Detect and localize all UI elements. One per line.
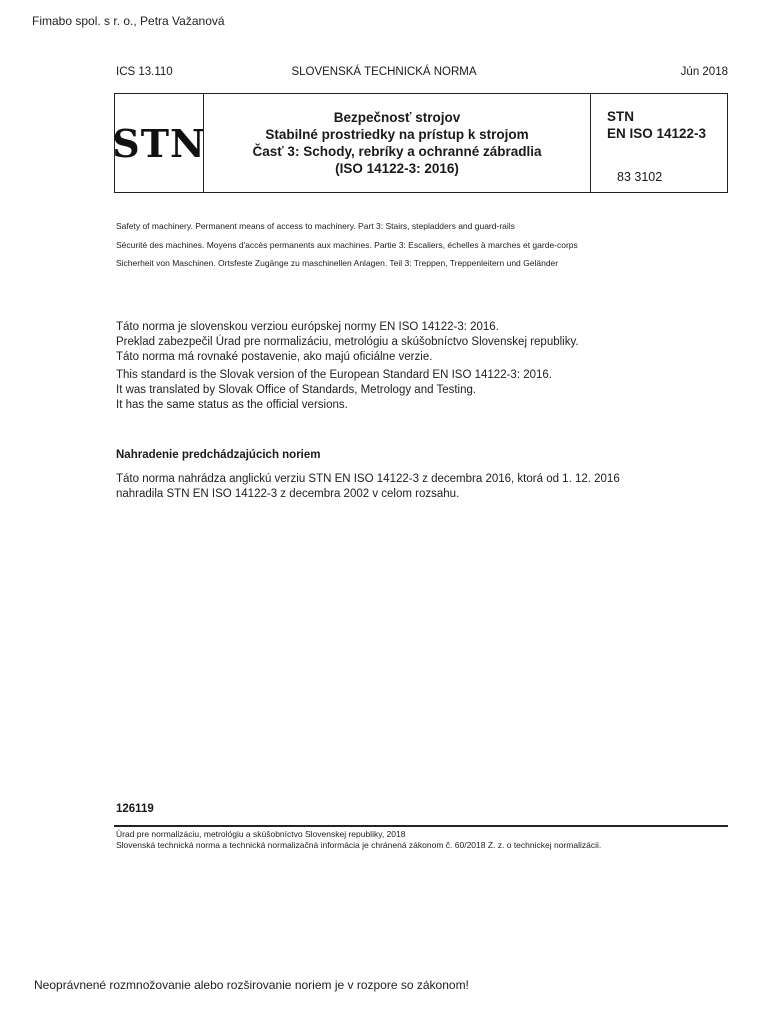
watermark-top: Fimabo spol. s r. o., Petra Važanová [32, 14, 225, 28]
stn-logo-text: STN [112, 120, 206, 166]
notice-line: Táto norma je slovenskou verziou európskej normy EN ISO 14122-3: 2016. [116, 321, 499, 333]
footer-line: Úrad pre normalizáciu, metrológiu a skúšobníctvo Slovenskej republiky, 2018 [116, 829, 406, 839]
title-line: Bezpečnosť strojov [333, 110, 461, 125]
title-translation-de: Sicherheit von Maschinen. Ortsfeste Zugänge zu maschinellen Anlagen. Teil 3: Treppen, Treppenleitern und Geländer [116, 258, 559, 268]
ics-code: ICS 13.110 [116, 66, 173, 78]
notice-line: Preklad zabezpečil Úrad pre normalizáciu, metrológiu a skúšobníctvo Slovenskej republiky. [116, 336, 579, 348]
stn-logo [112, 94, 206, 192]
standard-designation [591, 94, 727, 192]
notice-english [116, 368, 552, 413]
notice-slovak [116, 320, 579, 365]
watermark-bottom: Neoprávnené rozmnožovanie alebo rozširovanie noriem je v rozpore so zákonom! [34, 978, 469, 992]
title-line: Stabilné prostriedky na prístup k strojom [265, 127, 529, 142]
notice-line: It has the same status as the official versions. [116, 399, 348, 411]
notice-line: This standard is the Slovak version of the European Standard EN ISO 14122-3: 2016. [116, 369, 552, 381]
title-translation-fr: Sécurité des machines. Moyens d'accès permanents aux machines. Partie 3: Escaliers, échelles à marches et garde-corps [116, 240, 578, 250]
title-box [114, 93, 728, 193]
document-number: 126119 [116, 803, 154, 815]
standard-type-heading: SLOVENSKÁ TECHNICKÁ NORMA [291, 66, 477, 78]
replacement-heading: Nahradenie predchádzajúcich noriem [116, 449, 321, 461]
footer-copyright [116, 829, 601, 851]
designation-line: EN ISO 14122-3 [607, 126, 707, 141]
notice-line: It was translated by Slovak Office of Standards, Metrology and Testing. [116, 384, 477, 396]
replacement-line: Táto norma nahrádza anglickú verziu STN EN ISO 14122-3 z decembra 2016, ktorá od 1. 12. 2016 [116, 473, 620, 485]
title-line: (ISO 14122-3: 2016) [335, 161, 459, 176]
footer-divider [114, 825, 728, 827]
publication-date: Jún 2018 [680, 66, 728, 78]
designation-line: STN [607, 109, 634, 124]
title-translation-en: Safety of machinery. Permanent means of access to machinery. Part 3: Stairs, stepladders and guard-rails [116, 221, 515, 231]
standard-title [204, 94, 591, 192]
footer-line: Slovenská technická norma a technická normalizačná informácia je chránená zákonom č. 60/2018 Z. z. o technickej normalizácii. [116, 840, 602, 850]
notice-line: Táto norma má rovnaké postavenie, ako majú oficiálne verzie. [116, 351, 433, 363]
classification-number: 83 3102 [617, 170, 663, 184]
replacement-text [116, 472, 620, 502]
replacement-line: nahradila STN EN ISO 14122-3 z decembra 2002 v celom rozsahu. [116, 488, 460, 500]
title-line: Časť 3: Schody, rebríky a ochranné zábradlia [252, 144, 542, 159]
